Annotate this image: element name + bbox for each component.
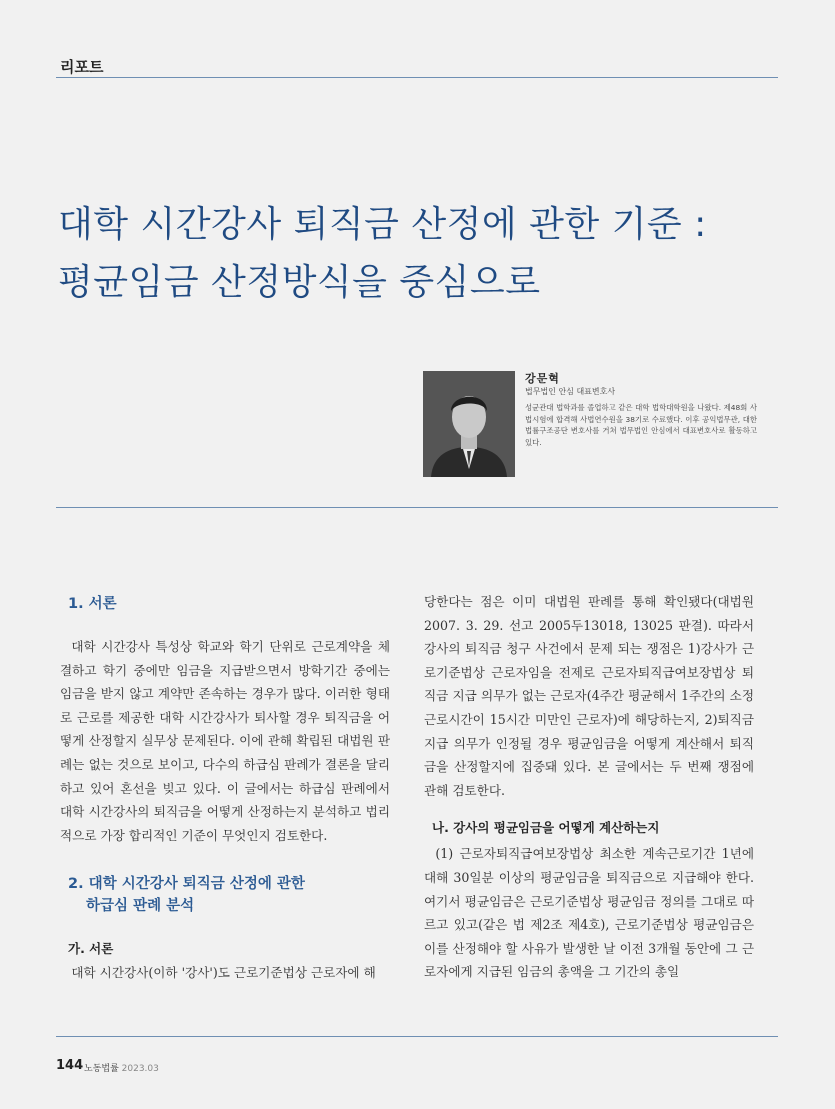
- magazine-info: [84, 1061, 159, 1074]
- title-line-1: 대학 시간강사 퇴직금 산정에 관한 기준 :: [58, 204, 707, 245]
- heading-subsection-ga: 가. 서론: [68, 941, 114, 957]
- author-name: 강문혁: [525, 372, 560, 385]
- heading-section-2-line-2: 하급심 판례 분석: [86, 898, 195, 915]
- article-title: [58, 196, 758, 312]
- heading-subsection-na: 나. 강사의 평균임금을 어떻게 계산하는지: [432, 820, 660, 836]
- title-line-2: 평균임금 산정방식을 중심으로: [58, 262, 541, 303]
- left-column: [60, 593, 390, 985]
- paragraph-introduction: 대학 시간강사 특성상 학교와 학기 단위로 근로계약을 체결하고 학기 중에만 임금을 지급받으면서 방학기간 중에는 임금을 받지 않고 계약만 존속하는 경우가 많다. 이러한 형태로 근로를 제공한 대학 시간강사가 퇴사할 경우 퇴직금을 어떻게 산정할지 실무상 문제된다. 이에 관해 확립된 대법원 판례는 없는 것으로 보이고, 다수의 하급심 판례가 결론을 달리하고 있어 혼선을 빚고 있다. 이 글에서는 하급심 판례에서 대학 시간강사의 퇴직금을 어떻게 산정하는지 분석하고 법리적으로 가장 합리적인 기준이 무엇인지 검토한다.: [60, 639, 390, 843]
- section-label: 리포트: [60, 58, 104, 76]
- paragraph-subsection-na: (1) 근로자퇴직급여보장법상 최소한 계속근로기간 1년에 대해 30일분 이상의 평균임금을 퇴직금으로 지급해야 한다. 여기서 평균임금은 근로기준법상 평균임금 정의를 그대로 따르고 있고(같은 법 제2조 제4호), 근로기준법상 평균임금은 이를 산정해야 할 사유가 발생한 날 이전 3개월 동안에 그 근로자에게 지급된 임금의 총액을 그 기간의 총일: [424, 846, 754, 980]
- right-column: [424, 590, 754, 984]
- issue-date: 2023.03: [121, 1064, 159, 1074]
- author-photo: [423, 371, 515, 477]
- paragraph-continued: 당한다는 점은 이미 대법원 판례를 통해 확인됐다(대법원 2007. 3. 29. 선고 2005두13018, 13025 판결). 따라서 강사의 퇴직금 청구 사건에서 문제 되는 쟁점은 1)강사가 근로기준법상 근로자임을 전제로 근로자퇴직급여보장법상 퇴직금 지급 의무가 없는 근로자(4주간 평균해서 1주간의 소정근로시간이 15시간 미만인 근로자)에 해당하는지, 2)퇴직금 지급 의무가 인정될 경우 평균임금을 어떻게 계산해서 퇴직금을 산정할지에 집중돼 있다. 본 글에서는 두 번째 쟁점에 관해 검토한다.: [424, 594, 754, 798]
- paragraph-subsection-ga: 대학 시간강사(이하 '강사')도 근로기준법상 근로자에 해: [71, 965, 376, 981]
- author-portrait-icon: [423, 371, 515, 477]
- magazine-name: 노동법률: [84, 1064, 119, 1074]
- heading-introduction: 1. 서론: [68, 596, 117, 612]
- page-number: 144: [56, 1058, 84, 1073]
- heading-section-2: [68, 873, 390, 917]
- header-divider: [56, 77, 778, 78]
- author-divider: [56, 507, 778, 508]
- heading-section-2-line-1: 2. 대학 시간강사 퇴직금 산정에 관한: [68, 876, 305, 893]
- author-affiliation: 법무법인 안심 대표변호사: [525, 387, 616, 396]
- footer-divider: [56, 1036, 778, 1037]
- author-bio: 성균관대 법학과를 졸업하고 같은 대학 법학대학원을 나왔다. 제48회 사법시험에 합격해 사법연수원을 38기로 수료했다. 이후 공익법무관, 대한법률구조공단 변호사를 거쳐 법무법인 안심에서 대표변호사로 활동하고 있다.: [525, 403, 757, 447]
